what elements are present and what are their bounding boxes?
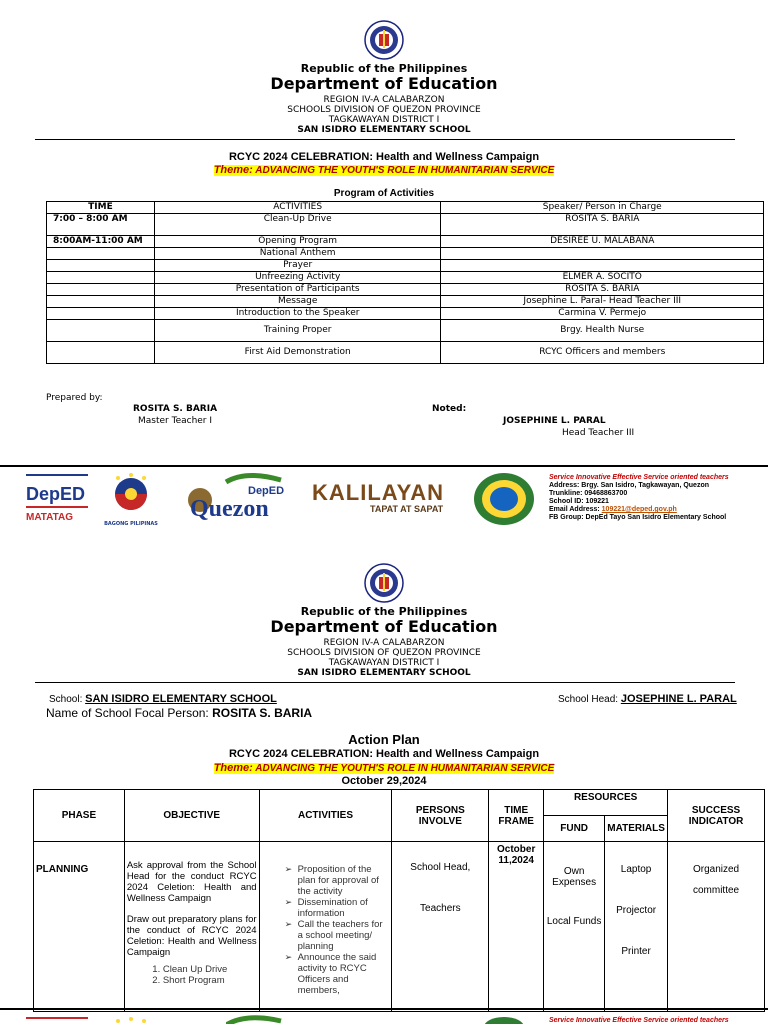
- plan-activities: [259, 842, 392, 1012]
- district-text: TAGKAWAYAN DISTRICT I: [328, 658, 440, 668]
- email-link[interactable]: 109221@deped.gov.ph: [601, 506, 677, 513]
- tagline-text: Service Innovative Effective Service oriented teachers: [549, 474, 729, 481]
- program-activity: First Aid Demonstration: [154, 342, 441, 364]
- program-person: ROSITA S. BARIA: [441, 284, 764, 296]
- program-row: [47, 320, 764, 342]
- region-text: REGION IV-A CALABARZON: [323, 638, 445, 648]
- plan-phase: PLANNING: [34, 842, 125, 1012]
- school-seal-icon: [482, 1015, 526, 1024]
- objective-text: Ask approval from the School Head for the conduct RCYC 2024 Celetion: Health and Wellness Campaign: [126, 860, 257, 904]
- bagong-pilipinas-text: BAGONG PILIPINAS: [104, 521, 158, 527]
- footer-divider: [0, 465, 768, 467]
- svg-text:DepED: DepED: [248, 485, 285, 497]
- noted-label: Noted:: [432, 404, 467, 414]
- header-time-frame: TIME FRAME: [489, 790, 544, 842]
- footer-logos: [0, 468, 768, 548]
- focal-label: Name of School Focal Person:: [46, 706, 209, 720]
- plan-persons: [392, 842, 489, 1012]
- school-name: SAN ISIDRO ELEMENTARY SCHOOL: [297, 125, 471, 135]
- header-resources: RESOURCES: [544, 790, 668, 816]
- program-row: [47, 236, 764, 248]
- fb-group-text: FB Group: DepEd Tayo San Isidro Elementary School: [549, 514, 727, 521]
- division-text: SCHOOLS DIVISION OF QUEZON PROVINCE: [287, 648, 481, 658]
- matatag-logo-text: MATATAG: [26, 512, 74, 523]
- contact-block: [549, 474, 729, 522]
- program-time: [47, 308, 155, 320]
- department-title: Department of Education: [270, 74, 498, 93]
- program-time: [47, 320, 155, 342]
- program-time: [47, 248, 155, 260]
- plan-date: October 29,2024: [341, 775, 427, 787]
- program-person: Brgy. Health Nurse: [441, 320, 764, 342]
- trunkline-text: Trunkline: 09468863700: [549, 490, 628, 497]
- header-divider: [35, 682, 735, 683]
- program-header-activities: ACTIVITIES: [154, 202, 441, 214]
- plan-materials: [605, 842, 668, 1012]
- program-row: [47, 342, 764, 364]
- material-item: Laptop: [620, 864, 652, 875]
- plan-fund: [544, 842, 605, 1012]
- deped-logo-partial: [26, 1017, 88, 1019]
- program-row: [47, 296, 764, 308]
- program-person: Josephine L. Paral- Head Teacher III: [441, 296, 764, 308]
- school-label: School:: [49, 694, 83, 705]
- event-title: RCYC 2024 CELEBRATION: Health and Wellness Campaign: [228, 151, 540, 163]
- activity-item: ➢ Proposition of the plan for approval of the activity: [298, 864, 390, 897]
- deped-seal-icon: [364, 563, 404, 603]
- action-plan-title: Action Plan: [348, 732, 420, 747]
- program-activity: Opening Program: [154, 236, 441, 248]
- quezon-emblem-icon: [226, 1013, 286, 1024]
- program-row: [47, 260, 764, 272]
- program-activity: National Anthem: [154, 248, 441, 260]
- header-fund: FUND: [544, 816, 605, 842]
- program-activity: Presentation of Participants: [154, 284, 441, 296]
- material-item: Projector: [616, 905, 657, 916]
- noted-title: Head Teacher III: [562, 428, 635, 438]
- tagline-text: Service Innovative Effective Service oriented teachers: [549, 1017, 729, 1024]
- program-person: [441, 248, 764, 260]
- head-field: [558, 693, 737, 705]
- program-person: Carmina V. Permejo: [441, 308, 764, 320]
- objective-text: Draw out preparatory plans for the conduct of RCYC 2024 Celetion: Health and Wellness Campaign: [126, 914, 257, 958]
- kalilayan-logo: [312, 480, 454, 522]
- program-row: [47, 284, 764, 296]
- school-field: [49, 693, 277, 705]
- republic-text: Republic of the Philippines: [300, 62, 468, 75]
- district-text: TAGKAWAYAN DISTRICT I: [328, 115, 440, 125]
- program-header-row: [47, 202, 764, 214]
- prepared-name: ROSITA S. BARIA: [133, 404, 218, 414]
- prepared-title: Master Teacher I: [138, 416, 213, 426]
- program-person: DESIREE U. MALABANA: [441, 236, 764, 248]
- objective-list: [127, 964, 257, 986]
- program-activity: Introduction to the Speaker: [154, 308, 441, 320]
- region-text: REGION IV-A CALABARZON: [323, 95, 445, 105]
- focal-field: [46, 706, 312, 720]
- success-item: committee: [692, 885, 740, 896]
- school-name: SAN ISIDRO ELEMENTARY SCHOOL: [297, 668, 471, 678]
- contact-block: [549, 1017, 729, 1024]
- program-row: [47, 272, 764, 284]
- deped-matatag-logo: [26, 474, 88, 526]
- header-materials: MATERIALS: [605, 816, 668, 842]
- event-theme: [0, 164, 768, 176]
- program-activity: Training Proper: [154, 320, 441, 342]
- theme-text: ADVANCING THE YOUTH'S ROLE IN HUMANITARIAN SERVICE: [255, 165, 555, 176]
- fund-item: Own Expenses: [552, 866, 597, 888]
- program-row: [47, 308, 764, 320]
- head-value: JOSEPHINE L. PARAL: [620, 693, 737, 705]
- activity-item: ➢ Announce the said activity to RCYC Officers and members,: [298, 952, 390, 996]
- activity-item: ➢ Call the teachers for a school meeting/ planning: [298, 919, 390, 952]
- header-objective: OBJECTIVE: [124, 790, 259, 842]
- program-time: [47, 284, 155, 296]
- objective-list-item: 2. Short Program: [163, 975, 257, 986]
- header-activities: ACTIVITIES: [259, 790, 392, 842]
- program-time: [47, 296, 155, 308]
- program-activity: Clean-Up Drive: [154, 214, 441, 236]
- action-plan-table: [33, 789, 765, 1012]
- program-person: [441, 260, 764, 272]
- school-value: SAN ISIDRO ELEMENTARY SCHOOL: [85, 693, 277, 705]
- footer-logos-partial: [0, 1011, 768, 1024]
- header-divider: [35, 139, 735, 140]
- deped-quezon-logo: [186, 472, 288, 528]
- deped-logo-text: DepED: [26, 484, 86, 504]
- plan-row: [34, 842, 765, 1012]
- bagong-pilipinas-logo: [100, 472, 162, 530]
- header-success: SUCCESS INDICATOR: [668, 790, 765, 842]
- header-persons: PERSONS INVOLVE: [392, 790, 489, 842]
- division-text: SCHOOLS DIVISION OF QUEZON PROVINCE: [287, 105, 481, 115]
- footer-divider: [0, 1008, 768, 1010]
- program-time: [47, 342, 155, 364]
- bagong-pilipinas-icon: [100, 472, 162, 518]
- fund-item: Local Funds: [546, 916, 602, 927]
- program-header-person: Speaker/ Person in Charge: [441, 202, 764, 214]
- program-person: ELMER A. SOCITO: [441, 272, 764, 284]
- program-row: [47, 248, 764, 260]
- program-time: 8:00AM-11:00 AM: [47, 236, 155, 248]
- department-title: Department of Education: [270, 617, 498, 636]
- program-time: 7:00 – 8:00 AM: [47, 214, 155, 236]
- quezon-logo-text: Quezon: [190, 496, 269, 522]
- kalilayan-logo-text: KALILAYAN: [312, 480, 445, 505]
- material-item: Printer: [621, 946, 651, 957]
- plan-time-frame: October 11,2024: [489, 842, 544, 1012]
- theme-label: Theme:: [213, 762, 253, 774]
- program-row: [47, 214, 764, 236]
- bagong-pilipinas-icon: [100, 1015, 162, 1024]
- email-label: Email Address:: [549, 506, 600, 513]
- program-activity: Message: [154, 296, 441, 308]
- deped-seal-icon: [364, 20, 404, 60]
- program-time: [47, 272, 155, 284]
- noted-name: JOSEPHINE L. PARAL: [503, 416, 606, 426]
- program-activity: Prayer: [154, 260, 441, 272]
- program-activity: Unfreezing Activity: [154, 272, 441, 284]
- objective-list-item: 1. Clean Up Drive: [163, 964, 257, 975]
- header-phase: PHASE: [34, 790, 125, 842]
- plan-success: [668, 842, 765, 1012]
- school-id-text: School ID: 109221: [549, 498, 609, 505]
- activity-item: ➢ Dissemination of information: [298, 897, 390, 919]
- focal-value: ROSITA S. BARIA: [212, 706, 313, 720]
- prepared-label: Prepared by:: [46, 393, 103, 403]
- theme-label: Theme:: [213, 164, 253, 176]
- program-header-time: TIME: [47, 202, 155, 214]
- school-seal-icon: [472, 472, 536, 526]
- republic-text: Republic of the Philippines: [300, 605, 468, 618]
- plan-objective: [124, 842, 259, 1012]
- success-item: Organized: [692, 864, 740, 875]
- event-title: RCYC 2024 CELEBRATION: Health and Wellness Campaign: [228, 748, 540, 760]
- theme-text: ADVANCING THE YOUTH'S ROLE IN HUMANITARIAN SERVICE: [255, 763, 555, 774]
- program-person: ROSITA S. BARIA: [441, 214, 764, 236]
- program-heading: Program of Activities: [333, 188, 435, 199]
- head-label: School Head:: [558, 694, 619, 705]
- event-theme: [0, 762, 768, 774]
- program-table: [46, 201, 764, 364]
- plan-header-row: [34, 790, 765, 816]
- kalilayan-sub-text: TAPAT AT SAPAT: [370, 504, 444, 514]
- program-person: RCYC Officers and members: [441, 342, 764, 364]
- program-time: [47, 260, 155, 272]
- address-text: Address: Brgy. San Isidro, Tagkawayan, Quezon: [549, 482, 710, 489]
- person-item: Teachers: [420, 903, 461, 914]
- person-item: School Head,: [410, 862, 471, 873]
